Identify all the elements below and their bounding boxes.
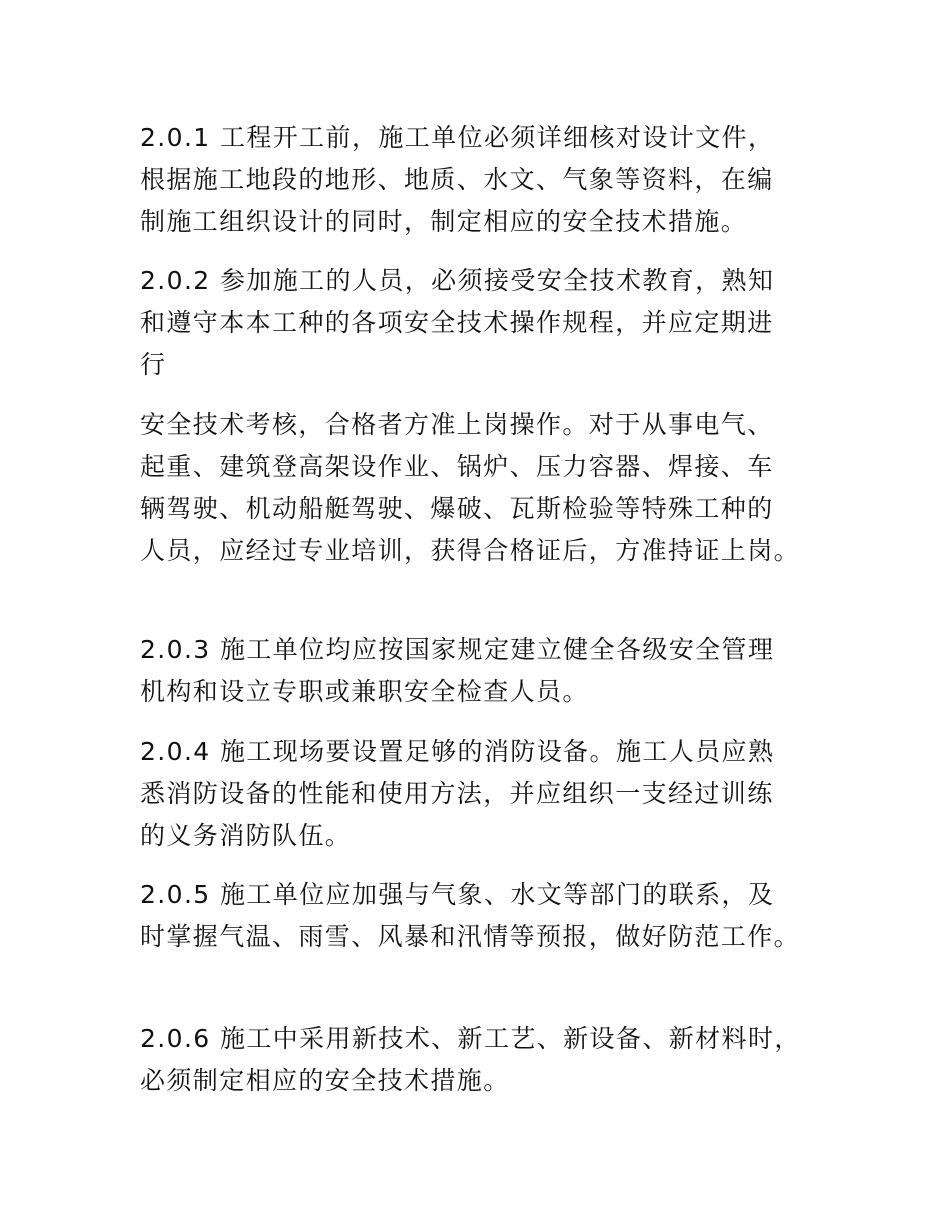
paragraph-2-0-4 [140,731,840,857]
text-line: 必须制定相应的安全技术措施。 [140,1066,510,1095]
paragraph-2-0-2-continued [140,404,840,572]
text-line: 制施工组织设计的同时，制定相应的安全技术措施。 [140,207,748,236]
text-line: 安全技术考核，合格者方准上岗操作。对于从事电气、 [140,410,774,439]
paragraph-2-0-6 [140,1018,840,1102]
text-line: 2.0.5 施工单位应加强与气象、水文等部门的联系，及 [140,880,775,909]
text-line: 2.0.3 施工单位均应按国家规定建立健全各级安全管理 [140,635,775,664]
paragraph-2-0-3 [140,629,840,713]
text-line: 起重、建筑登高架设作业、锅炉、压力容器、焊接、车 [140,452,774,481]
text-line: 悉消防设备的性能和使用方法，并应组织一支经过训练 [140,779,774,808]
text-line: 2.0.1 工程开工前，施工单位必须详细核对设计文件， [140,123,775,152]
text-line: 根据施工地段的地形、地质、水文、气象等资料，在编 [140,165,774,194]
text-line: 的义务消防队伍。 [140,821,352,850]
text-line: 2.0.4 施工现场要设置足够的消防设备。施工人员应熟 [140,737,775,766]
text-line: 2.0.2 参加施工的人员，必须接受安全技术教育，熟知 [140,266,775,295]
text-line: 行 [140,350,167,379]
text-line: 和遵守本本工种的各项安全技术操作规程，并应定期进 [140,308,774,337]
text-line: 人员，应经过专业培训，获得合格证后，方准持证上岗。 [140,536,801,565]
paragraph-2-0-1 [140,117,840,243]
text-line: 时掌握气温、雨雪、风暴和汛情等预报，做好防范工作。 [140,922,801,951]
text-line: 2.0.6 施工中采用新技术、新工艺、新设备、新材料时， [140,1024,801,1053]
text-line: 辆驾驶、机动船艇驾驶、爆破、瓦斯检验等特殊工种的 [140,494,774,523]
paragraph-2-0-2 [140,260,840,386]
text-line: 机构和设立专职或兼职安全检查人员。 [140,677,589,706]
paragraph-2-0-5 [140,874,840,958]
